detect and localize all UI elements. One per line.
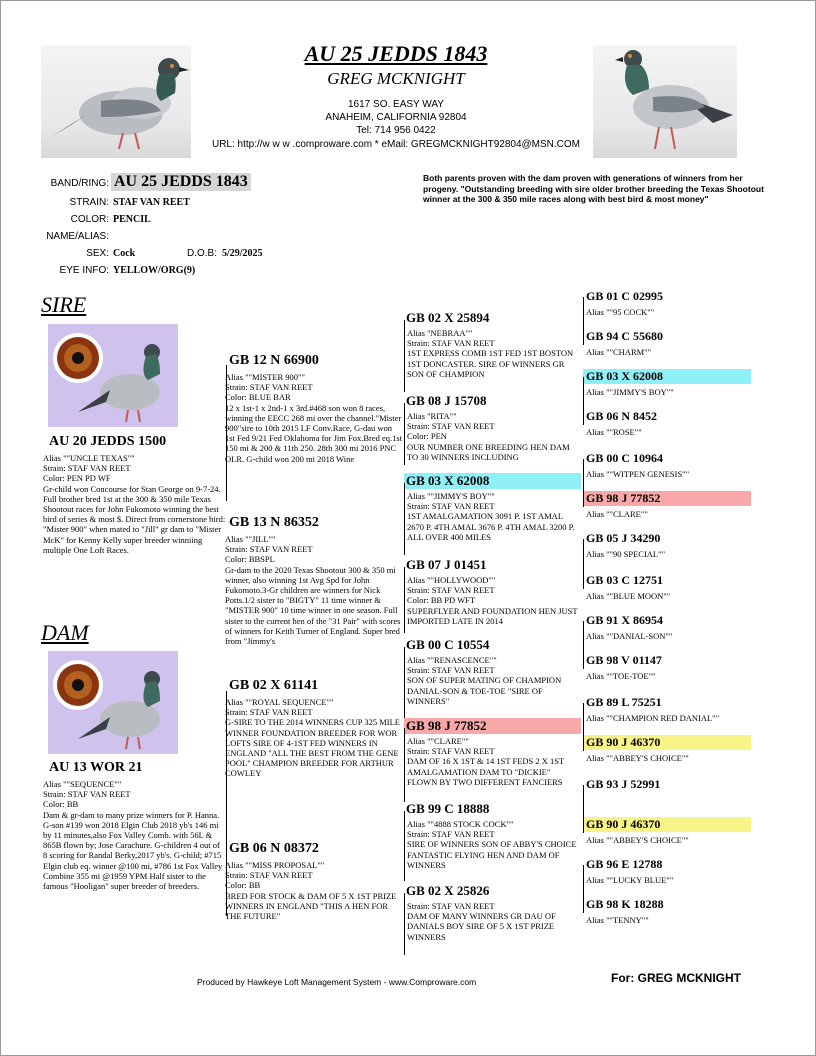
gen2-entry [225,678,403,779]
pigeon-photo-left [41,45,191,158]
pigeon-right-icon [593,45,737,158]
eye-label: EYE INFO: [59,265,109,276]
gen3-bracket-line [404,403,405,465]
sex-label: SEX: [86,248,109,259]
gen3-details [404,491,581,542]
gen4-band: GB 98 K 18288 [586,897,664,911]
gen4-alias: Alias ""CLARE"" [586,509,648,519]
gen3-line: Strain: STAF VAN REET [407,901,495,911]
dam-color: Color: BB [43,799,79,810]
gen3-line: Alias ""RENASCENCE"" [407,655,497,665]
gen4-alias: Alias ""WITPEN GENESIS"" [586,469,690,479]
gen4-alias: Alias ""DANIAL-SON"" [586,631,673,641]
gen2-band: GB 12 N 66900 [229,353,319,368]
gen4-entry [583,329,751,357]
gen3-details [404,819,581,870]
gen3-bracket-line [404,811,405,881]
gen3-band: GB 99 C 18888 [406,801,490,816]
gen2-line: Alias ""MISS PROPOSAL"" [225,860,325,870]
gen2-line: Strain: STAF VAN REET [225,707,313,718]
telephone: Tel: 714 956 0422 [356,125,436,136]
dam-band: AU 13 WOR 21 [49,760,143,775]
gen4-entry [583,531,751,559]
strain-label: STRAIN: [69,197,109,208]
gen3-bracket-line [404,483,405,555]
gen3-details [404,575,581,626]
eye-photo-icon [48,651,178,754]
gen2-entry [225,353,403,464]
pigeon-photo-right [593,45,737,158]
gen4-alias: Alias ""ROSE"" [586,427,642,437]
gen2-line: G-SIRE TO THE 2014 WINNERS CUP 325 MILE WINNER FOUNDATION BREEDER FOR WOR LOFTS SIRE OF 4-1ST FED WINNERS IN ENGLAND "ALL THE BEST FROM THE GENE POOL" CHAMPION BREEDER FOR ARTHUR COWLEY [225,717,400,779]
gen3-line: Color: BB PD WFT [407,595,476,606]
gen4-alias: Alias ""LUCKY BLUE"" [586,875,674,885]
sire-color: Color: PEN PD WF [43,473,111,484]
gen3-line: Strain: STAF VAN REET [407,665,495,676]
gen3-line: Alias ""JIMMY'S BOY"" [407,491,495,501]
gen3-line: SUPERFLYER AND FOUNDATION HEN JUST IMPORTED LATE IN 2014 [407,605,578,626]
gen4-bracket-line [583,785,584,833]
owner-name: GREG MCKNIGHT [327,69,465,88]
gen2-line: Strain: STAF VAN REET [225,544,313,555]
sex-value: Cock [113,248,136,259]
gen3-details [404,328,581,379]
sire-details [43,453,226,555]
gen2-band: GB 13 N 86352 [229,515,319,530]
dob-value: 5/29/2025 [222,248,263,259]
gen2-band: GB 02 X 61141 [229,678,319,693]
gen4-band: GB 89 L 75251 [586,695,662,709]
gen4-bracket-line [583,703,584,751]
gen4-entry [583,369,751,397]
gen3-entry [404,801,581,870]
gen4-bracket-line [583,459,584,507]
gen3-entry [404,310,581,379]
gen4-band: GB 90 J 46370 [583,817,751,832]
gen4-band: GB 01 C 02995 [586,289,664,303]
gen2-line: Alias ""JILL"" [225,534,276,544]
gen3-line: Alias "RITA"" [407,411,457,421]
sire-eye-photo [48,324,178,427]
gen4-bracket-line [583,621,584,669]
gen2-line: Alias ""MISTER 900"" [225,372,305,382]
gen2-details [225,697,403,779]
gen3-band: GB 08 J 15708 [406,393,487,408]
gen4-band: GB 91 X 86954 [586,613,664,627]
gen4-alias: Alias ""ABBEY'S CHOICE"" [586,753,689,763]
color-value: PENCIL [113,214,151,225]
gen3-band: GB 02 X 25894 [406,310,490,325]
gen4-band: GB 05 J 34290 [586,531,661,545]
alias-label: NAME/ALIAS: [46,231,109,242]
dam-notes: Dam & gr-dam to many prize winners for P. Hanna. G-son #139 won 2018 Elgin Club 2018 yb's 146 mi by 11 minutes,also Fox Valley Comb. with 56L & 865B flown by; Jose Carachure. G-children 4 out of 8 scoring for Randal Berky,2017 yb's. G-child; #715 Elgin club eq. winner @100 mi, #786 1st Fox Valley Combine 355 mi @1959 YPM Half sister to the famous "Hooligan" super breeder of breeders. [43,809,223,892]
gen2-line: Alias ""ROYAL SEQUENCE"" [225,697,334,707]
gen2-line: Strain: STAF VAN REET [225,382,313,393]
gen4-bracket-line [583,865,584,913]
gen3-line: Strain: STAF VAN REET [407,829,495,840]
gen4-bracket-line [583,297,584,345]
strain-value: STAF VAN REET [113,197,190,208]
gen4-entry [583,857,751,885]
gen4-entry [583,613,751,641]
gen4-entry [583,735,751,763]
gen4-band: GB 06 N 8452 [586,409,658,423]
produced-by: Produced by Hawkeye Loft Management System - www.Comproware.com [197,977,477,987]
sire-notes: Gr-child won Concourse for Stan George on 9-7-24. Full brother bred 1st at the 300 & 350 mile Texas Shootout races for John Fukomoto winning the best bird of series & most $. Direct from cornerstone bird: "Mister 900" when mated to "Jill" gr dam to "Mister McK" for Kenny Kelly super breeder winniing multiple One Loft Races. [43,483,226,555]
gen4-band: GB 98 J 77852 [583,491,751,506]
gen4-entry [583,573,751,601]
gen3-bracket-line [404,320,405,392]
gen3-line: Strain: STAF VAN REET [407,746,495,757]
gen3-band: GB 98 J 77852 [404,718,581,734]
gen3-details [404,655,581,706]
gen2-line: Strain: STAF VAN REET [225,870,313,881]
gen2-line: BRED FOR STOCK & DAM OF 5 X 1ST PRIZE WINNERS IN ENGLAND "THIS A HEN FOR THE FUTURE" [225,890,397,922]
color-label: COLOR: [70,214,109,225]
gen4-bracket-line [583,377,584,425]
gen3-line: Strain: STAF VAN REET [407,338,495,349]
gen4-alias: Alias ""JIMMY'S BOY"" [586,387,674,397]
gen2-details [225,860,403,921]
gen3-entry [404,473,581,542]
sire-band: AU 20 JEDDS 1500 [49,434,167,449]
gen3-line: 1ST AMALGAMATION 3091 P. 1ST AMAL 2670 P. 4TH AMAL 3676 P. 4TH AMAL 3200 P. ALL OVER 400 MILES [407,511,575,542]
eye-photo-icon [48,324,178,427]
gen3-line: SON OF SUPER MATING OF CHAMPION DANIAL-SON & TOE-TOE "SIRE OF WINNERS" [407,675,562,706]
gen4-alias: Alias ""BLUE MOON"" [586,591,671,601]
sire-heading: SIRE [41,292,87,317]
gen3-line: Strain: STAF VAN REET [407,585,495,596]
gen4-entry [583,777,751,795]
gen4-band: GB 00 C 10964 [586,451,664,465]
gen4-band: GB 94 C 55680 [586,329,664,343]
gen3-line: Alias ""4888 STOCK COCK"" [407,819,514,829]
url-email-line: URL: http://w w w .comproware.com * eMail: GREGMCKNIGHT92804@MSN.COM [211,139,580,150]
gen2-line: Color: BB [225,880,261,891]
gen3-band: GB 00 C 10554 [406,637,490,652]
band-label: BAND/RING: [50,178,109,189]
gen2-details [225,534,403,646]
gen3-details [404,411,581,462]
gen4-bracket-line [583,539,584,589]
gen3-bracket-line [404,893,405,955]
gen2-line: 12 x 1st-1 x 2nd-1 x 3rd.#468 son won 8 races, winning the EECC 268 mi over the channel."Mister 900"sire to 10th 2015 LF Conv.Race, G-dau won 1st Fed 9/21 Fed Oklahoma for Jim Fox.Bred eq.1st 150 mi & 200 & 11th 250. 28th 300 mi 2016 PNC OLR. G-child won 200 mi 2018 Wine [225,402,403,464]
gen4-band: GB 03 C 12751 [586,573,664,587]
gen3-line: Alias ""HOLLYWOOD"" [407,575,496,585]
address-line-2: ANAHEIM, CALIFORNIA 92804 [325,112,467,123]
gen2-bracket-line [226,691,227,916]
gen4-band: GB 90 J 46370 [583,735,751,750]
gen4-entry [583,289,751,317]
gen2-line: Color: BLUE BAR [225,392,291,403]
page-title: AU 25 JEDDS 1843 [304,41,488,66]
gen3-line: 1ST EXPRESS COMB 1ST FED 1ST BOSTON 1ST DONCASTER. SIRE OF WINNERS GR SON OF CHAMPION [407,348,574,379]
sire-alias: Alias ""UNCLE TEXAS"" [43,453,135,463]
gen3-details [404,736,581,787]
gen3-line: Alias ""CLARE"" [407,736,469,746]
gen3-entry [404,557,581,626]
gen4-entry [583,451,751,479]
gen2-entry [225,841,403,921]
gen2-line: Gr-dam to the 2020 Texas Shootout 300 & 350 mi winner, also winning 1st Avg Spd for John Fukomoto.3-Gr children are winners for Nick Potts.1/2 sister to "BIGTY" 11 time winner & "MISTER 900" 10 time winner in one season. Full sister to the current hen of the "31 Pair" with scores of winners for Keith Turner of England. Super bred from "Jimmy's [225,564,401,647]
gen3-entry [404,637,581,706]
gen4-alias: Alias ""95 COCK"" [586,307,655,317]
sire-strain: Strain: STAF VAN REET [43,463,131,474]
pedigree-comment: Both parents proven with the dam proven with generations of winners from her progeny. "Outstanding breeding with sire older brother breeding the Texas Shootout winner at the 300 & 350 mile races along with best bird & most money" [423,173,764,204]
gen3-bracket-line [404,567,405,633]
gen4-alias: Alias ""90 SPECIAL"" [586,549,666,559]
gen4-alias: Alias ""TOE-TOE"" [586,671,656,681]
dob-label: D.O.B: [187,248,218,259]
gen2-details [225,372,403,464]
gen4-entry [583,897,751,925]
gen4-entry [583,491,751,519]
gen4-entry [583,817,751,845]
footer-for: For: GREG MCKNIGHT [611,971,741,985]
band-value: AU 25 JEDDS 1843 [111,173,251,191]
gen3-line: DAM OF MANY WINNERS GR DAU OF DANIALS BOY SIRE OF 5 X 1ST PRIZE WINNERS [407,911,556,942]
gen3-details [404,901,581,942]
gen4-alias: Alias ""ABBEY'S CHOICE"" [586,835,689,845]
gen4-entry [583,695,751,723]
gen3-line: OUR NUMBER ONE BREEDING HEN DAM TO 30 WINNERS INCLUDING [407,441,570,462]
gen4-alias: Alias ""CHARM"" [586,347,652,357]
gen3-line: Color: PEN [407,431,447,442]
gen4-band: GB 96 E 12788 [586,857,663,871]
address-line-1: 1617 SO. EASY WAY [348,99,444,110]
gen2-band: GB 06 N 08372 [229,841,319,856]
pigeon-left-icon [41,45,191,158]
gen4-band: GB 98 V 01147 [586,653,662,667]
dam-details [43,779,226,891]
dam-eye-photo [48,651,178,754]
gen4-entry [583,653,751,681]
gen3-bracket-line [404,728,405,802]
gen2-line: Color: BBSPL [225,554,275,565]
dam-strain: Strain: STAF VAN REET [43,789,131,800]
gen3-band: GB 07 J 01451 [406,557,487,572]
gen3-line: DAM OF 16 X 1ST & 14 1ST FEDS 2 X 1ST AMALGAMATION DAM TO "DICKIE" FLOWN BY TWO DIFFERENT FANCIERS [407,756,565,787]
gen3-line: Strain: STAF VAN REET [407,501,495,512]
gen3-entry [404,883,581,942]
gen3-entry [404,718,581,787]
gen3-line: Alias "NEBRAA"" [407,328,473,338]
gen4-alias: Alias ""TENNY"" [586,915,649,925]
gen3-band: GB 02 X 25826 [406,883,490,898]
gen4-alias: Alias ""CHAMPION RED DANIAL"" [586,713,720,723]
dam-alias: Alias ""SEQUENCE"" [43,779,122,789]
gen4-band: GB 03 X 62008 [583,369,751,384]
gen2-entry [225,515,403,646]
gen3-entry [404,393,581,462]
gen3-band: GB 03 X 62008 [404,473,581,489]
gen4-entry [583,409,751,437]
gen3-line: Strain: STAF VAN REET [407,421,495,432]
gen4-band: GB 93 J 52991 [586,777,661,791]
gen3-line: SIRE OF WINNERS SON OF ABBY'S CHOICE FANTASTIC FLYING HEN AND DAM OF WINNERS [407,839,577,870]
eye-value: YELLOW/ORG(9) [113,265,196,276]
gen3-bracket-line [404,647,405,719]
dam-heading: DAM [41,620,89,645]
gen2-bracket-line [226,365,227,501]
